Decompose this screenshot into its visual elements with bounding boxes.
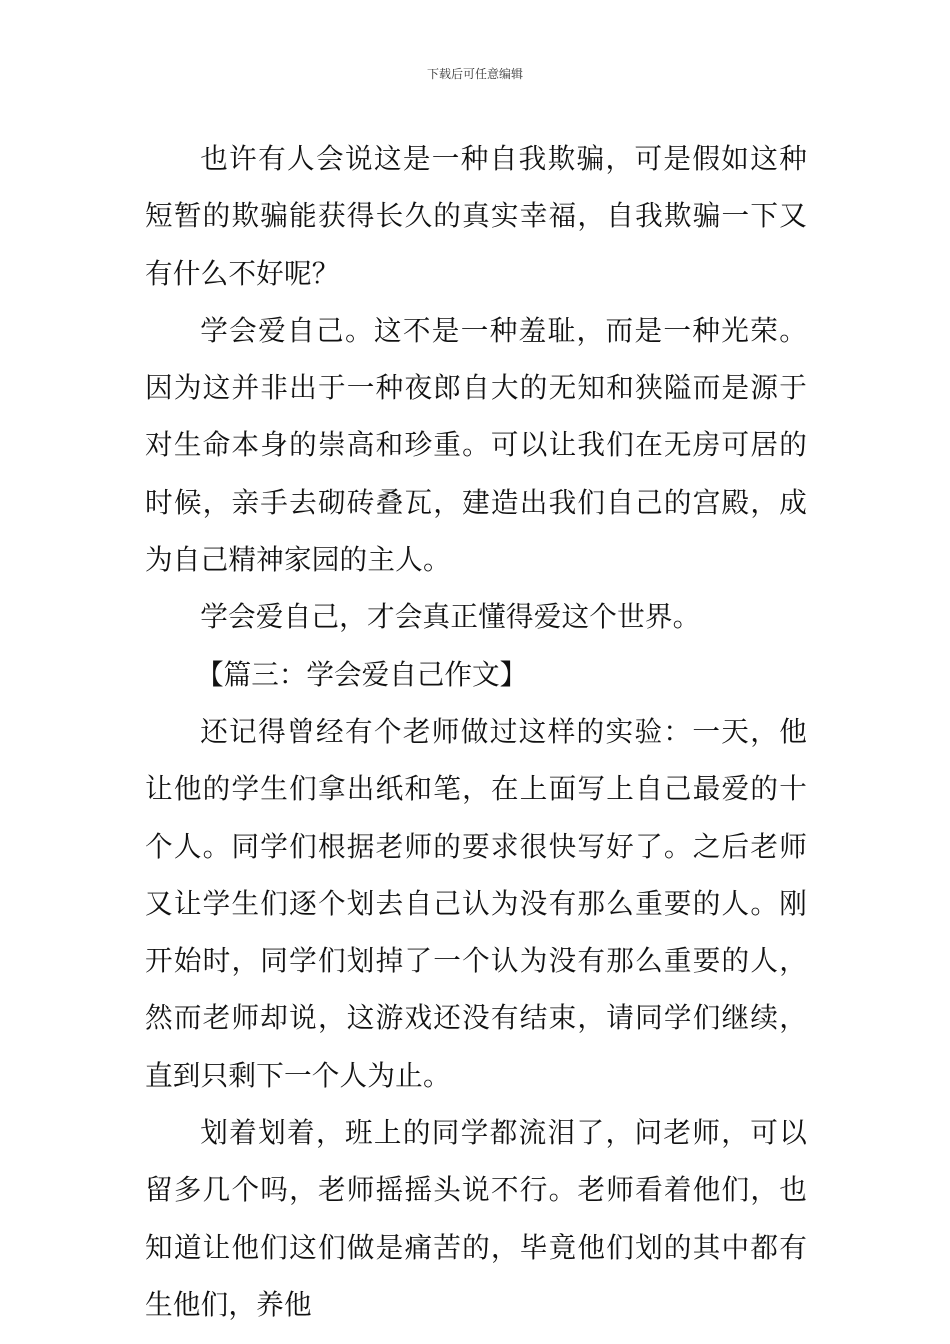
paragraph-self-deception: 也许有人会说这是一种自我欺骗，可是假如这种短暂的欺骗能获得长久的真实幸福，自我欺骗一下又有什么不好呢？: [145, 142, 807, 290]
document-body: [145, 130, 807, 1333]
paragraph-teacher-experiment: 还记得曾经有个老师做过这样的实验：一天，他让他的学生们拿出纸和笔，在上面写上自己最爱的十个人。同学们根据老师的要求很快写好了。之后老师又让学生们逐个划去自己认为没有那么重要的人。刚开始时，同学们划掉了一个认为没有那么重要的人，然而老师却说，这游戏还没有结束，请同学们继续，直到只剩下一个人为止。: [145, 714, 807, 1092]
page-header: 下载后可任意编辑: [426, 67, 523, 81]
paragraph-love-the-world: 学会爱自己，才会真正懂得爱这个世界。: [200, 600, 701, 634]
section-heading: 【篇三：学会爱自己作文】: [196, 657, 528, 691]
paragraph-students-crying: 划着划着，班上的同学都流泪了，问老师，可以留多几个吗，老师摇摇头说不行。老师看着他们，也知道让他们这们做是痛苦的，毕竟他们划的其中都有生他们，养他: [145, 1116, 807, 1321]
paragraph-learn-to-love-self: 学会爱自己。这不是一种羞耻，而是一种光荣。因为这并非出于一种夜郎自大的无知和狭隘而是源于对生命本身的崇高和珍重。可以让我们在无房可居的时候，亲手去砌砖叠瓦，建造出我们自己的宫殿，成为自己精神家园的主人。: [145, 313, 807, 577]
